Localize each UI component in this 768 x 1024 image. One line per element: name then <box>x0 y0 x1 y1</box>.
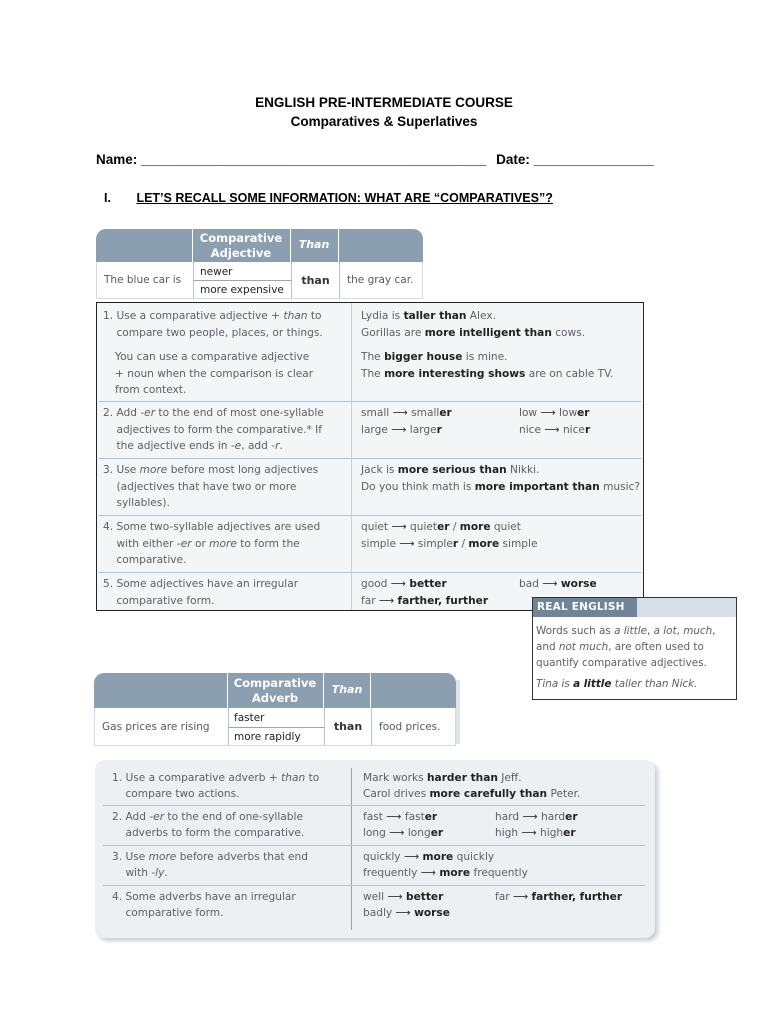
comparative-adverb-header: Comparative Adverb <box>233 675 317 705</box>
name-field[interactable]: ______________________________________________ <box>141 152 487 167</box>
adv-rule-2-ex-high: high ⟶ higher <box>495 827 576 839</box>
section-number: I. <box>104 191 111 205</box>
adv-rule-4-ex-far: far ⟶ farther, further <box>495 891 623 903</box>
adverb-banner-subject: Gas prices are rising <box>102 720 210 733</box>
adj-rule-3-examples: Jack is more serious than Nikki. Do you think math is more important than music? <box>361 464 641 493</box>
banner-subject: The blue car is <box>104 274 182 286</box>
real-english-box <box>532 597 737 700</box>
adj-rule-2-ex-large: large ⟶ larger <box>361 424 442 436</box>
adj-rule-2-ex-small: small ⟶ smaller <box>361 407 452 419</box>
adv-rule-3: 3. Use more before adverbs that end with -ly. <box>112 851 308 879</box>
adj-rule-2-ex-nice: nice ⟶ nicer <box>519 424 591 436</box>
adj-rule-4-ex-quiet: quiet ⟶ quieter / more quiet <box>361 521 521 533</box>
name-label: Name: <box>96 152 138 167</box>
adj-rule-5-ex-good: good ⟶ better <box>361 578 447 590</box>
adverb-option-1: faster <box>234 712 265 724</box>
adj-rule-1-examples: Lydia is taller than Alex. Gorillas are more intelligent than cows. <box>361 310 586 339</box>
course-subtitle: Comparatives & Superlatives <box>290 114 478 129</box>
adv-rule-4-ex-badly: badly ⟶ worse <box>363 907 450 919</box>
adj-rule-1: 1. Use a comparative adjective + than to compare two people, places, or things. <box>103 310 323 339</box>
adj-rule-1b: You can use a comparative adjective + noun when the comparison is clear from context. <box>115 351 314 396</box>
banner-option-1: newer <box>200 266 233 278</box>
adverb-banner-than: than <box>333 720 363 733</box>
banner-body <box>96 262 423 299</box>
adj-rule-1b-examples: The bigger house is mine. The more interesting shows are on cable TV. <box>361 351 614 380</box>
section-title: LET’S RECALL SOME INFORMATION: WHAT ARE “COMPARATIVES”? <box>136 191 553 205</box>
adv-rule-2-ex-fast: fast ⟶ faster <box>363 811 438 823</box>
adverb-banner-table <box>94 673 456 746</box>
course-title: ENGLISH PRE-INTERMEDIATE COURSE <box>255 95 513 110</box>
adverb-banner-object: food prices. <box>379 720 441 733</box>
adverb-option-2: more rapidly <box>234 731 301 743</box>
adverb-than-header: Than <box>331 683 363 697</box>
adv-rule-2: 2. Add -er to the end of one-syllable adverbs to form the comparative. <box>112 811 305 839</box>
adj-rule-5: 5. Some adjectives have an irregular comparative form. <box>103 578 299 607</box>
adj-rule-2: 2. Add -er to the end of most one-syllable adjectives to form the comparative.* If the adjective ends in -e, add -r. <box>103 407 324 452</box>
real-english-example: Tina is a little taller than Nick. <box>536 678 698 690</box>
banner-option-2: more expensive <box>200 284 284 296</box>
real-english-heading: REAL ENGLISH <box>533 598 637 617</box>
than-header: Than <box>298 238 330 252</box>
comparative-adjective-rules <box>96 302 644 611</box>
adv-rule-4-ex-well: well ⟶ better <box>363 891 444 903</box>
adj-rule-3: 3. Use more before most long adjectives (adjectives that have two or more syllables). <box>103 464 319 509</box>
adj-rule-4: 4. Some two-syllable adjectives are used with either -er or more to form the comparative. <box>103 521 321 566</box>
adv-rule-2-ex-hard: hard ⟶ harder <box>495 811 578 823</box>
adv-rule-4: 4. Some adverbs have an irregular comparative form. <box>112 891 296 919</box>
comparative-adjective-header: Comparative Adjective <box>199 230 283 260</box>
real-english-text: Words such as a little, a lot, much, and not much, are often used to quantify comparative adjectives. <box>536 625 716 669</box>
adj-rule-5-ex-bad: bad ⟶ worse <box>519 578 597 590</box>
banner-object: the gray car. <box>347 274 414 286</box>
name-date-line <box>96 152 654 167</box>
adj-rule-4-ex-simple: simple ⟶ simpler / more simple <box>361 538 538 550</box>
adv-rule-2-ex-long: long ⟶ longer <box>363 827 444 839</box>
adj-rule-2-ex-low: low ⟶ lower <box>519 407 590 419</box>
banner-header <box>96 229 423 262</box>
adv-rule-3-ex-frequently: frequently ⟶ more frequently <box>363 867 528 879</box>
date-field[interactable]: ________________ <box>533 152 654 167</box>
adverb-banner-body <box>94 708 456 746</box>
adv-rule-1: 1. Use a comparative adverb + than to compare two actions. <box>112 772 320 800</box>
date-label: Date: <box>496 152 530 167</box>
adjective-banner-table <box>96 229 423 299</box>
adv-rule-3-ex-quickly: quickly ⟶ more quickly <box>363 851 495 863</box>
adv-rule-1-examples: Mark works harder than Jeff. Carol drives more carefully than Peter. <box>363 772 581 800</box>
adverb-banner-header <box>94 673 456 708</box>
section-heading <box>104 191 553 205</box>
banner-than: than <box>301 273 330 287</box>
adj-rule-5-ex-far: far ⟶ farther, further <box>361 595 489 607</box>
comparative-adverb-rules <box>95 760 655 938</box>
